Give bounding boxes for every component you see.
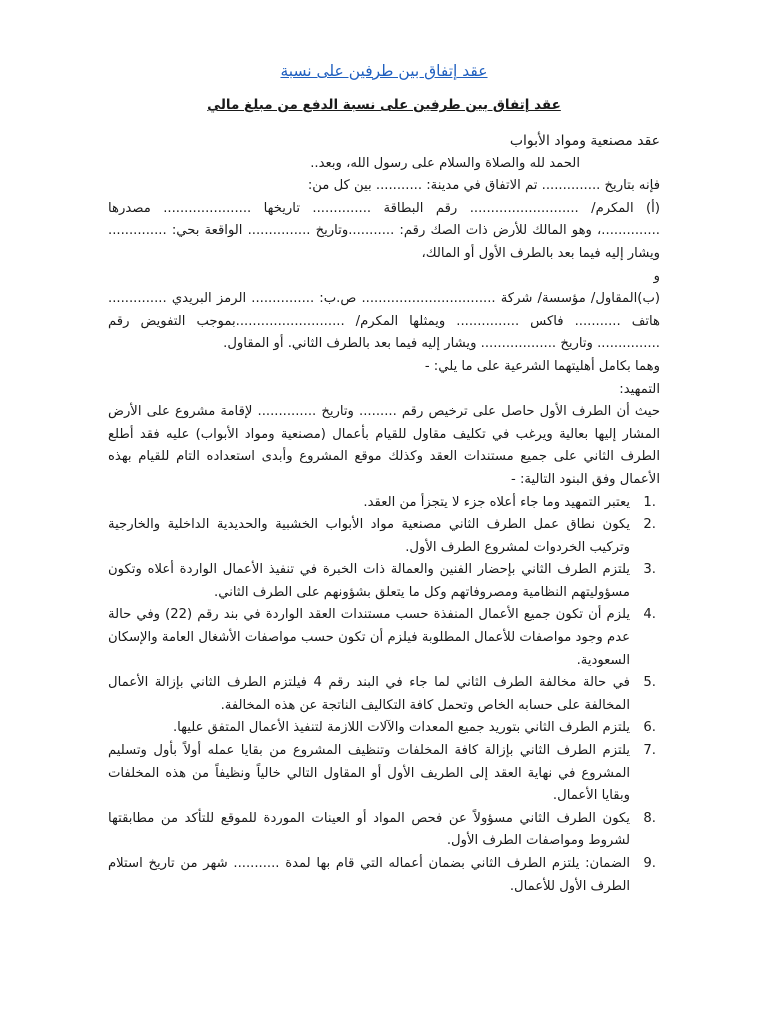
capacity-line: وهما بكامل أهليتهما الشرعية على ما يلي: - bbox=[424, 358, 660, 374]
clause-number: 1. bbox=[643, 494, 656, 510]
clause-number: 4. bbox=[643, 607, 656, 623]
clause-item bbox=[108, 717, 660, 740]
party-one-paragraph: (أ) المكرم/ .......................... رقم البطاقة .............. تاريخها ..................... مصدرها ..............، وهو المالك للأرض ذات الصك رقم: ...........وتاريخ ............... الواقعة بحي: .............. ويشار إليه فيما بعد بالطرف الأول أو المالك، bbox=[108, 200, 660, 261]
clause-number: 9. bbox=[643, 856, 656, 871]
clauses-list bbox=[108, 492, 660, 899]
clause-item bbox=[108, 808, 660, 853]
clause-text: يكون الطرف الثاني مسؤولاً عن فحص المواد أو العينات الموردة للموقع للتأكد من مطابقتها لشروط ومواصفات الطرف الأول. bbox=[108, 810, 630, 849]
clause-number: 3. bbox=[643, 562, 656, 578]
clause-item bbox=[108, 672, 660, 717]
clause-text: يعتبر التمهيد وما جاء أعلاه جزء لا يتجزأ من العقد. bbox=[363, 494, 630, 510]
intro-line: فإنه بتاريخ .............. تم الاتفاق في مدينة: ........... بين كل من: bbox=[307, 178, 660, 194]
clause-text: الضمان: يلتزم الطرف الثاني بضمان أعماله التي قام بها لمدة ........... شهر من تاريخ استلام الطرف الأول للأعمال. bbox=[108, 856, 630, 894]
contract-name: عقد مصنعية ومواد الأبواب bbox=[509, 133, 660, 149]
clause-item bbox=[108, 740, 660, 808]
clause-item bbox=[108, 492, 660, 515]
clause-text: يلتزم الطرف الثاني بإحضار الفنين والعمالة ذات الخبرة في تنفيذ الأعمال الواردة أعلاه وتكون مسؤوليتهم النظامية ومصروفاتهم وكل ما يتعلق بشؤونهم على الطرف الثاني. bbox=[108, 562, 630, 600]
preamble-paragraph: حيث أن الطرف الأول حاصل على ترخيص رقم ......... وتاريخ .............. لإقامة مشروع على الأرض المشار إليها بعالية ويرغب في تكليف مقاول للقيام بأعمال (مصنعية ومواد الأبواب) عليه فقد أطلع الطرف الثاني على جميع مستندات العقد وكذلك موقع المشروع وأبدى استعداده التام للقيام بهذه الأعمال وفق البنود التالية: - bbox=[108, 404, 660, 487]
party-two-paragraph: (ب)المقاول/ مؤسسة/ شركة ................................ ص.ب: ............... الرمز البريدي .............. هاتف ........... فاكس ............... ويمثلها المكرم/ ..........................بموجب التفويض رقم ............... وتاريخ .................. ويشار إليه فيما بعد بالطرف الثاني. أو المقاول. bbox=[108, 291, 660, 352]
clause-number: 5. bbox=[643, 675, 656, 691]
clause-text: يلزم أن تكون جميع الأعمال المنفذة حسب مستندات العقد الواردة في بند رقم (22) وفي حالة عدم وجود مواصفات للأعمال المطلوبة فيلزم أن تكون حسب مواصفات الأشغال العامة والإسكان السعودية. bbox=[108, 607, 631, 668]
clause-text: يكون نطاق عمل الطرف الثاني مصنعية مواد الأبواب الخشبية والحديدية الداخلية والخارجية وتركيب الخردوات لمشروع الطرف الأول. bbox=[108, 517, 630, 555]
clause-item bbox=[108, 853, 660, 898]
greeting-line: الحمد لله والصلاة والسلام على رسول الله، وبعد.. bbox=[310, 155, 580, 171]
clause-number: 7. bbox=[643, 743, 656, 759]
clause-text: يلتزم الطرف الثاني بإزالة كافة المخلفات وتنظيف المشروع من بقايا عمله أولاً بأول وتسليم المشروع في نهاية العقد إلى الطريف الأول أو المقاول التالي خالياً ونظيفاً من هذه المخلفات وبقايا الأعمال. bbox=[108, 743, 630, 804]
clause-number: 8. bbox=[643, 810, 656, 826]
preamble-heading: التمهيد: bbox=[619, 381, 660, 397]
clause-text: يلتزم الطرف الثاني بتوريد جميع المعدات والآلات اللازمة لتنفيذ الأعمال المتفق عليها. bbox=[172, 720, 630, 736]
clause-number: 2. bbox=[643, 517, 656, 533]
clause-item bbox=[108, 514, 660, 559]
document-title: عقد إتفاق بين طرفين على نسبة bbox=[280, 62, 488, 80]
document-subtitle: عقد إتفاق بين طرفين على نسبة الدفع من مبلغ مالي bbox=[207, 97, 561, 113]
clause-number: 6. bbox=[643, 720, 656, 736]
clause-text: في حالة مخالفة الطرف الثاني لما جاء في البند رقم 4 فيلتزم الطرف الثاني بإزالة الأعمال المخالفة على حسابه الخاص وتحمل كافة التكاليف الناتجة عن هذه المخالفة. bbox=[108, 675, 630, 713]
clause-item bbox=[108, 604, 660, 672]
conjunction-line: و bbox=[653, 268, 660, 284]
contract-page bbox=[108, 58, 660, 898]
clause-item bbox=[108, 559, 660, 604]
